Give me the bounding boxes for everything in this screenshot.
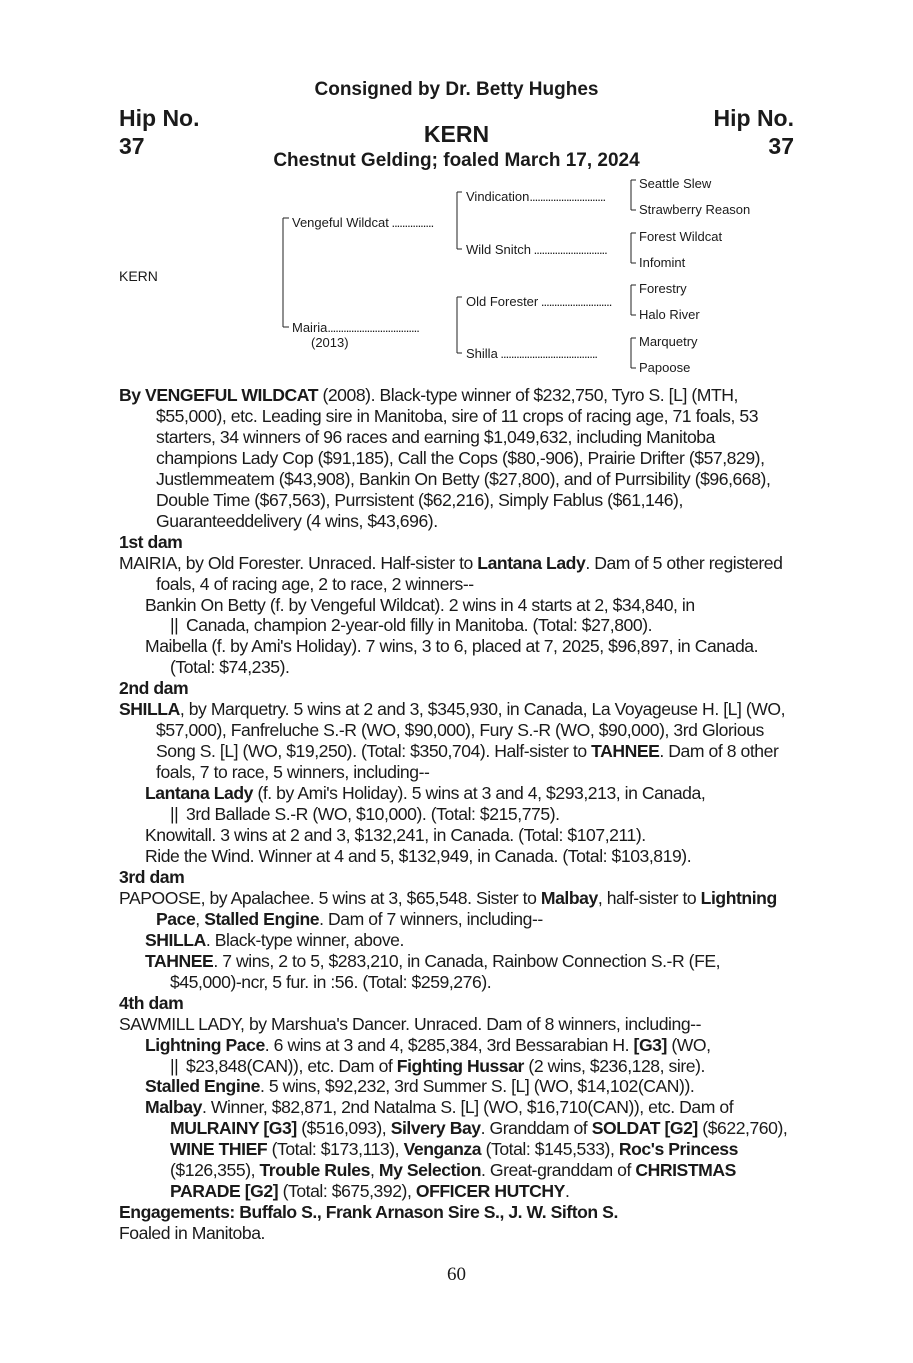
fourth-dam-produce-2: Stalled Engine. 5 wins, $92,232, 3rd Summer S. [L] (WO, $14,102(CAN)). <box>145 1076 695 1097</box>
separator-bars: || <box>170 804 179 825</box>
second-dam-produce-2: Knowitall. 3 wins at 2 and 3, $132,241, in Canada. (Total: $107,211). <box>145 825 646 846</box>
hip-number: 37 <box>119 133 145 159</box>
fourth-dam-produce-3: Malbay. Winner, $82,871, 2nd Natalma S. [L] (WO, $16,710(CAN)), etc. Dam of MULRAINY [G3] ($516,093), Silvery Bay. Granddam of SOLDAT [G2] ($622,760), WINE THIEF (Total: $173,113), Venganza (Total: $145,533), Roc's Princess ($126,355), Trouble Rules, My Selection. Great-granddam of CHRISTMAS PARADE [G2] (Total: $675,392), OFFICER HUTCHY. <box>145 1097 788 1202</box>
pedigree-gg-4: Infomint <box>639 255 686 270</box>
pedigree-subject: KERN <box>119 268 158 284</box>
engagements: Engagements: Buffalo S., Frank Arnason Sire S., J. W. Sifton S. <box>119 1202 618 1223</box>
pedigree-dam: Mairia................................... <box>292 320 419 335</box>
pedigree-dam-dam: Shilla ..................................... <box>466 346 598 361</box>
first-dam-produce-2: Maibella (f. by Ami's Holiday). 7 wins, 3 to 6, placed at 7, 2025, $96,897, in Canada. (Total: $74,235). <box>145 636 759 678</box>
pedigree-sire-dam: Wild Snitch ............................ <box>466 242 607 257</box>
third-dam-paragraph: PAPOOSE, by Apalachee. 5 wins at 3, $65,548. Sister to Malbay, half-sister to Lightning Pace, Stalled Engine. Dam of 7 winners, including-- <box>119 887 777 929</box>
pedigree-gg-3: Forest Wildcat <box>639 229 723 244</box>
pedigree-gg-8: Papoose <box>639 360 691 375</box>
pedigree-sire-sire: Vindication............................. <box>466 189 606 204</box>
second-dam-paragraph: SHILLA, by Marquetry. 5 wins at 2 and 3, $345,930, in Canada, La Voyageuse H. [L] (WO, $57,000), Fanfreluche S.-R (WO, $90,000), Fury S.-R (WO, $90,000), 3rd Glorious Song S. [L] (WO, $19,250). (Total: $350,704). Half-sister to TAHNEE. Dam of 8 other foals, 7 to race, 5 winners, including-- <box>119 699 786 783</box>
section-heading-3rd-dam: 3rd dam <box>119 866 185 887</box>
second-dam-produce-1: Lantana Lady (f. by Ami's Holiday). 5 wins at 3 and 4, $293,213, in Canada, || 3rd Ballade S.-R (WO, $10,000). (Total: $215,775). <box>145 783 706 825</box>
catalog-body <box>119 385 795 1244</box>
pedigree-dam-sire: Old Forester ........................... <box>466 294 612 309</box>
page-number: 60 <box>447 1264 466 1285</box>
section-heading-1st-dam: 1st dam <box>119 531 183 552</box>
first-dam-produce-1: Bankin On Betty (f. by Vengeful Wildcat). 2 wins in 4 starts at 2, $34,840, in || Canada, champion 2-year-old filly in Manitoba. (Total: $27,800). <box>145 594 695 636</box>
third-dam-produce-2: TAHNEE. 7 wins, 2 to 5, $283,210, in Canada, Rainbow Connection S.-R (FE, $45,000)-ncr, 5 fur. in :56. (Total: $259,276). <box>145 950 721 992</box>
pedigree-gg-6: Halo River <box>639 307 700 322</box>
foaled-in: Foaled in Manitoba. <box>119 1223 265 1244</box>
horse-description: Chestnut Gelding; foaled March 17, 2024 <box>273 150 640 171</box>
hip-number: 37 <box>768 133 794 159</box>
separator-bars: || <box>170 1055 179 1076</box>
sire-paragraph: By VENGEFUL WILDCAT (2008). Black-type winner of $232,750, Tyro S. [L] (MTH, $55,000), etc. Leading sire in Manitoba, sire of 11 crops of racing age, 71 foals, 53 starters, 34 winners of 96 races and earning $1,049,632, including Manitoba champions Lady Cop ($91,185), Call the Cops ($80,-906), Prairie Drifter ($57,829), Justlemmeatem ($43,908), Bankin On Betty ($27,800), and of Purrsibility ($96,668), Double Time ($67,563), Purrsistent ($62,216), Simply Fablus ($61,146), Guaranteeddelivery (4 wins, $43,696). <box>119 385 771 531</box>
pedigree-bracket-lines <box>0 0 913 390</box>
separator-bars: || <box>170 615 179 636</box>
horse-name: KERN <box>423 121 490 147</box>
section-heading-2nd-dam: 2nd dam <box>119 678 189 699</box>
section-heading-4th-dam: 4th dam <box>119 992 184 1013</box>
pedigree-dam-year: (2013) <box>311 335 349 350</box>
second-dam-produce-3: Ride the Wind. Winner at 4 and 5, $132,949, in Canada. (Total: $103,819). <box>145 845 692 866</box>
pedigree-gg-7: Marquetry <box>639 334 698 349</box>
fourth-dam-paragraph: SAWMILL LADY, by Marshua's Dancer. Unraced. Dam of 8 winners, including-- <box>119 1013 701 1034</box>
fourth-dam-produce-1: Lightning Pace. 6 wins at 3 and 4, $285,384, 3rd Bessarabian H. [G3] (WO, || $23,848(CAN)), etc. Dam of Fighting Hussar (2 wins, $236,128, sire). <box>145 1034 711 1076</box>
hip-label: Hip No. <box>119 105 200 131</box>
pedigree-sire: Vengeful Wildcat ................ <box>292 215 434 230</box>
pedigree-gg-5: Forestry <box>639 281 687 296</box>
pedigree-gg-1: Seattle Slew <box>639 176 712 191</box>
third-dam-produce-1: SHILLA. Black-type winner, above. <box>145 929 404 950</box>
hip-label: Hip No. <box>713 105 794 131</box>
consignor-line: Consigned by Dr. Betty Hughes <box>314 79 599 100</box>
pedigree-gg-2: Strawberry Reason <box>639 202 751 217</box>
first-dam-paragraph: MAIRIA, by Old Forester. Unraced. Half-sister to Lantana Lady. Dam of 5 other registered foals, 4 of racing age, 2 to race, 2 winners-- <box>119 552 783 594</box>
